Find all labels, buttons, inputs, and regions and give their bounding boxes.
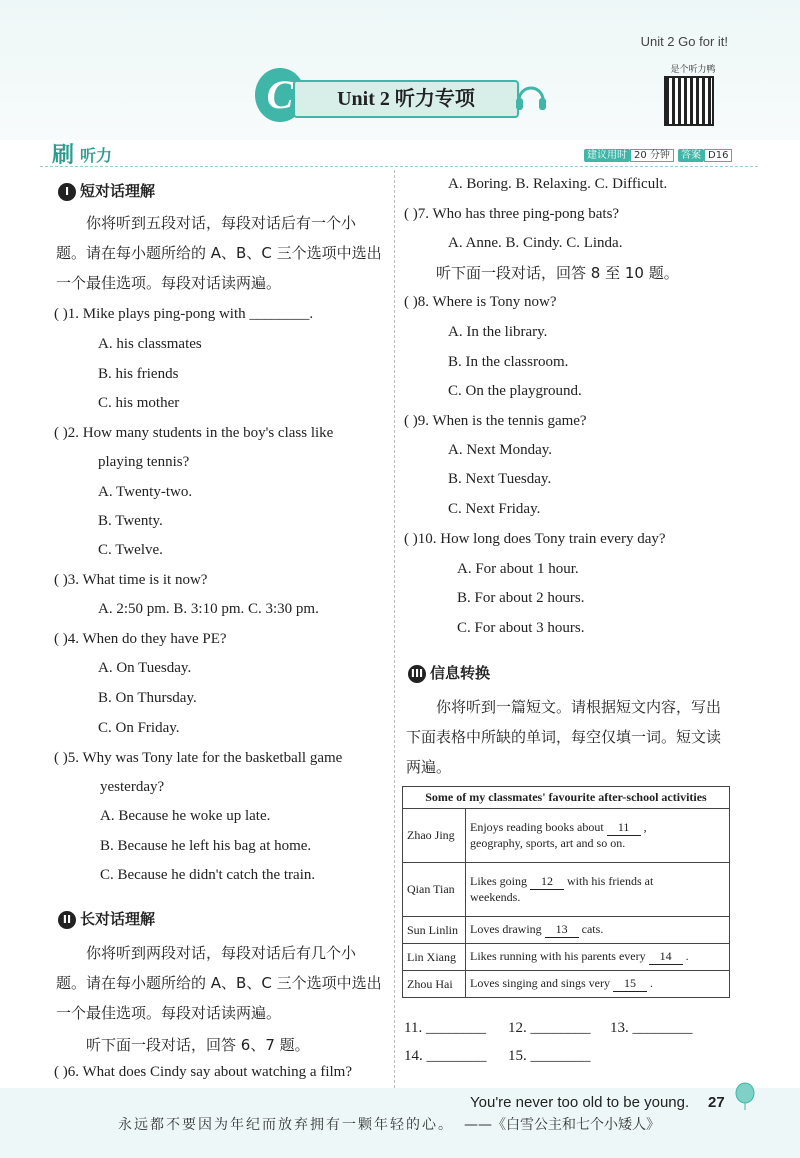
answer-ref xyxy=(678,146,732,161)
page-title xyxy=(255,74,550,118)
answer-blank[interactable]: 15 xyxy=(613,976,647,992)
question-7: ( )7. Who has three ping-pong bats? xyxy=(404,206,620,222)
question-4: ( )4. When do they have PE? xyxy=(54,631,227,647)
table-name-cell: Qian Tian xyxy=(403,863,466,917)
activity-text: cats. xyxy=(581,922,604,936)
answer-val: D16 xyxy=(704,149,732,162)
table-activity-cell xyxy=(466,863,730,917)
table-name-cell: Zhou Hai xyxy=(403,971,466,998)
activity-text: . xyxy=(685,949,689,963)
table-row xyxy=(403,917,730,944)
options-3: A. 2:50 pm. B. 3:10 pm. C. 3:30 pm. xyxy=(98,601,319,617)
option: C. Because he didn't catch the train. xyxy=(100,867,316,883)
balloon-icon xyxy=(734,1082,756,1112)
listen-instruction: 听下面一段对话，回答 8 至 10 题。 xyxy=(436,264,679,282)
table-name-cell: Zhao Jing xyxy=(403,809,466,863)
table-row xyxy=(403,971,730,998)
title-text: Unit 2 听力专项 xyxy=(293,80,519,118)
option: A. Because he woke up late. xyxy=(100,808,271,824)
option: A. Next Monday. xyxy=(448,442,553,458)
option: B. his friends xyxy=(98,366,179,382)
section-brush-sub: 听力 xyxy=(80,146,113,165)
section-1-intro-line: 题。请在每小题所给的 A、B、C 三个选项中选出 xyxy=(56,244,382,262)
activity-text: with his friends at xyxy=(567,874,654,888)
section-2-intro-line: 题。请在每小题所给的 A、B、C 三个选项中选出 xyxy=(56,974,382,992)
section-1-heading xyxy=(58,180,155,201)
options-7: A. Anne. B. Cindy. C. Linda. xyxy=(448,235,623,251)
section-1-intro-line: 一个最佳选项。每段对话读两遍。 xyxy=(56,274,282,292)
qr-label: 是个听力鸭 xyxy=(670,64,716,74)
activity-text: Likes running with his parents every xyxy=(470,949,646,963)
info-table xyxy=(402,786,730,998)
option: A. his classmates xyxy=(98,336,202,352)
table-activity-cell xyxy=(466,917,730,944)
section-2-number: II xyxy=(58,911,76,929)
activity-text: , xyxy=(643,820,647,834)
table-title: Some of my classmates' favourite after-school activities xyxy=(403,787,730,809)
table-activity-cell xyxy=(466,971,730,998)
question-5: ( )5. Why was Tony late for the basketball game xyxy=(54,750,343,766)
question-2: ( )2. How many students in the boy's class like xyxy=(54,425,334,441)
answer-line-13[interactable]: 13. ________ xyxy=(610,1020,693,1036)
column-divider xyxy=(394,170,395,1088)
section-3-intro-line: 你将听到一篇短文。请根据短文内容，写出 xyxy=(436,698,722,716)
divider xyxy=(40,166,758,167)
option: C. On Friday. xyxy=(98,720,180,736)
section-1-intro-line: 你将听到五段对话，每段对话后有一个小 xyxy=(86,214,357,232)
option: C. On the playground. xyxy=(448,383,582,399)
section-2-heading xyxy=(58,908,155,929)
question-9: ( )9. When is the tennis game? xyxy=(404,413,587,429)
section-3-number: III xyxy=(408,665,426,683)
activity-text: Enjoys reading books about xyxy=(470,820,604,834)
section-1-number: I xyxy=(58,183,76,201)
table-name-cell: Sun Linlin xyxy=(403,917,466,944)
answer-line-14[interactable]: 14. ________ xyxy=(404,1048,487,1064)
option: A. On Tuesday. xyxy=(98,660,192,676)
activity-text: weekends. xyxy=(470,890,521,904)
table-activity-cell xyxy=(466,944,730,971)
page-number: 27 xyxy=(708,1094,725,1111)
question-2-cont: playing tennis? xyxy=(98,454,190,470)
question-5-cont: yesterday? xyxy=(100,779,165,795)
answer-blank[interactable]: 11 xyxy=(607,820,641,836)
option: B. Next Tuesday. xyxy=(448,471,552,487)
table-activity-cell xyxy=(466,809,730,863)
time-key: 建议用时 xyxy=(584,149,630,162)
activity-text: Likes going xyxy=(470,874,527,888)
section-2-title: 长对话理解 xyxy=(80,910,156,928)
section-3-intro-line: 两遍。 xyxy=(406,758,452,776)
section-2-intro-line: 你将听到两段对话，每段对话后有几个小 xyxy=(86,944,357,962)
unit-tag: Unit 2 Go for it! xyxy=(640,34,728,49)
question-8: ( )8. Where is Tony now? xyxy=(404,294,557,310)
footer-cn-source: ——《白雪公主和七个小矮人》 xyxy=(464,1117,660,1133)
option: B. Twenty. xyxy=(98,513,163,529)
section-3-title: 信息转换 xyxy=(430,664,491,682)
section-3-heading xyxy=(408,662,490,683)
time-val: 20 分钟 xyxy=(630,149,674,162)
option: C. Next Friday. xyxy=(448,501,541,517)
answer-blank[interactable]: 13 xyxy=(545,922,579,938)
question-3: ( )3. What time is it now? xyxy=(54,572,208,588)
question-1: ( )1. Mike plays ping-pong with ________. xyxy=(54,306,314,322)
option: A. In the library. xyxy=(448,324,548,340)
table-row xyxy=(403,944,730,971)
option: B. Because he left his bag at home. xyxy=(100,838,312,854)
option: C. his mother xyxy=(98,395,180,411)
section-brush: 刷 xyxy=(52,143,75,168)
qr-code-icon[interactable] xyxy=(664,76,714,126)
section-3-intro-line: 下面表格中所缺的单词，每空仅填一词。短文读 xyxy=(406,728,722,746)
table-header-row xyxy=(403,787,730,809)
option: B. For about 2 hours. xyxy=(457,590,585,606)
answer-key: 答案 xyxy=(678,149,704,162)
option: C. Twelve. xyxy=(98,542,163,558)
headphone-icon xyxy=(513,78,549,114)
option: A. Twenty-two. xyxy=(98,484,193,500)
table-row xyxy=(403,809,730,863)
activity-text: . xyxy=(650,976,653,990)
options-6: A. Boring. B. Relaxing. C. Difficult. xyxy=(448,176,668,192)
answer-line-15[interactable]: 15. ________ xyxy=(508,1048,591,1064)
activity-text: Loves singing and sings very xyxy=(470,976,610,990)
option: C. For about 3 hours. xyxy=(457,620,585,636)
answer-line-11[interactable]: 11. ________ xyxy=(404,1020,486,1036)
title-letter: C xyxy=(255,68,305,122)
option: A. For about 1 hour. xyxy=(457,561,579,577)
activity-text: geography, sports, art and so on. xyxy=(470,836,626,850)
option: B. In the classroom. xyxy=(448,354,569,370)
option: B. On Thursday. xyxy=(98,690,197,706)
question-6: ( )6. What does Cindy say about watching a film? xyxy=(54,1064,352,1080)
question-10: ( )10. How long does Tony train every day? xyxy=(404,531,666,547)
listen-instruction: 听下面一段对话，回答 6、7 题。 xyxy=(86,1036,310,1054)
footer-cn-motto: 永远都不要因为年纪而放弃拥有一颗年轻的心。 xyxy=(118,1117,454,1133)
table-row xyxy=(403,863,730,917)
table-name-cell: Lin Xiang xyxy=(403,944,466,971)
section-2-intro-line: 一个最佳选项。每段对话读两遍。 xyxy=(56,1004,282,1022)
answer-line-12[interactable]: 12. ________ xyxy=(508,1020,591,1036)
footer-motto: You're never too old to be young. xyxy=(470,1094,690,1111)
answer-blank[interactable]: 12 xyxy=(530,874,564,890)
activity-text: Loves drawing xyxy=(470,922,542,936)
section-1-title: 短对话理解 xyxy=(80,182,156,200)
answer-blank[interactable]: 14 xyxy=(649,949,683,965)
time-suggestion xyxy=(584,146,674,161)
